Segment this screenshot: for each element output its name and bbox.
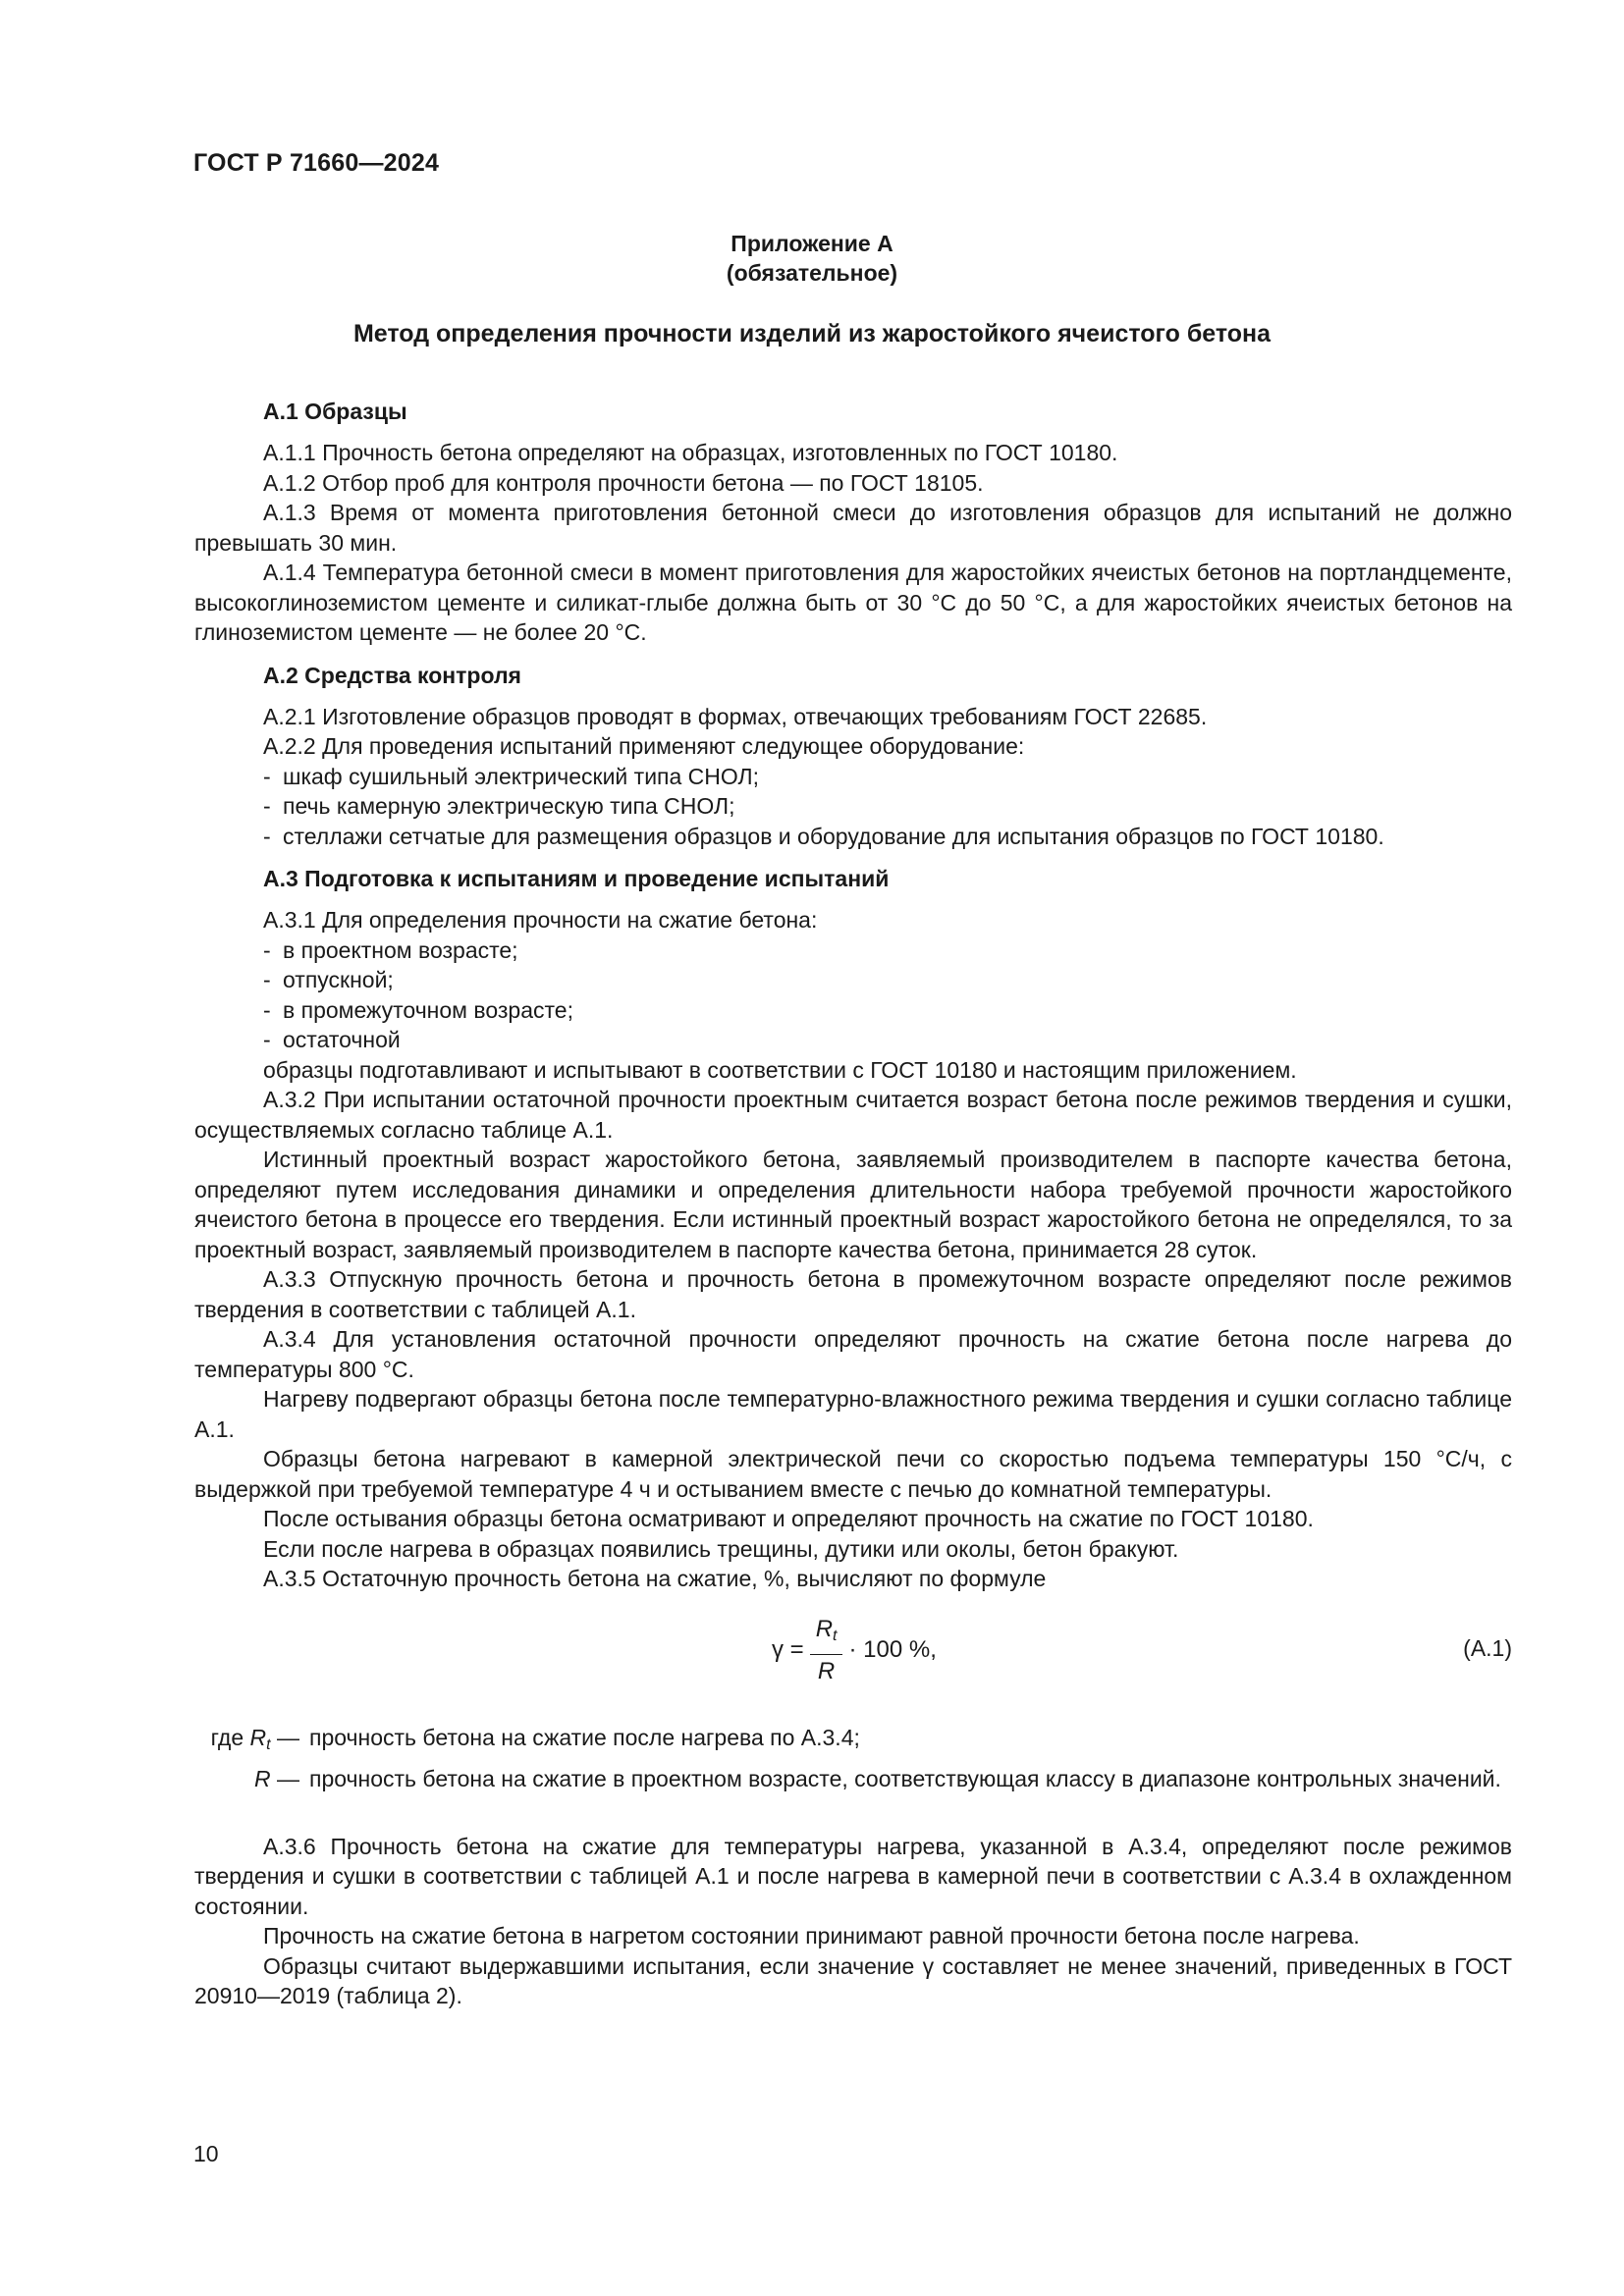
formula-lhs: γ =	[772, 1636, 804, 1664]
legend-definition-r: прочность бетона на сжатие в проектном возрасте, соответствующая классу в диапазоне контрольных значений.	[309, 1766, 1501, 1791]
list-item: - в промежуточном возрасте;	[263, 995, 1512, 1026]
paragraph: А.3.1 Для определения прочности на сжатие бетона:	[263, 907, 818, 933]
legend-symbol-rt: где $R_t$ —	[210, 1724, 299, 1753]
paragraph: А.2.2 Для проведения испытаний применяют следующее оборудование:	[263, 733, 1025, 759]
section-heading-a1: А.1 Образцы	[263, 399, 407, 424]
paragraph: А.3.3 Отпускную прочность бетона и прочность бетона в промежуточном возрасте определяют после режимов твердения в соответствии с таблицей А.1.	[194, 1266, 1512, 1322]
list-item: - отпускной;	[263, 965, 1512, 995]
standard-code: ГОСТ Р 71660—2024	[193, 149, 440, 177]
annex-title: Приложение А	[731, 231, 893, 256]
legend-symbol-r: R —	[253, 1766, 299, 1791]
page-number: 10	[193, 2141, 219, 2166]
paragraph: Образцы считают выдержавшими испытания, если значение γ составляет не менее значений, приведенных в ГОСТ 20910—2019 (таблица 2).	[194, 1952, 1512, 2008]
paragraph: Образцы бетона нагревают в камерной электрической печи со скоростью подъема температуры 150 °С/ч, с выдержкой при требуемой температуре 4 ч и остыванием вместе с печью до комнатной температуры.	[194, 1446, 1512, 1502]
formula-numerator: $R_t$	[810, 1615, 843, 1655]
section-heading-a2: А.2 Средства контроля	[263, 662, 521, 688]
paragraph: А.1.4 Температура бетонной смеси в момент приготовления для жаростойких ячеистых бетонов на портландцементе, высокоглиноземистом цементе и силикат-глыбе должна быть от 30 °С до 50 °С, а для жаростойких ячеистых бетонов на глиноземистом цементе — не более 20 °С.	[194, 560, 1512, 645]
paragraph: А.1.1 Прочность бетона определяют на образцах, изготовленных по ГОСТ 10180.	[263, 440, 1118, 465]
paragraph: А.3.2 При испытании остаточной прочности проектным считается возраст бетона после режимов твердения и сушки, осуществляемых согласно таблице А.1.	[194, 1087, 1512, 1143]
formula-number: (А.1)	[1463, 1634, 1512, 1661]
formula-legend	[194, 1723, 1512, 1794]
paragraph: После остывания образцы бетона осматривают и определяют прочность на сжатие по ГОСТ 10180.	[263, 1506, 1314, 1531]
annex-main-title: Метод определения прочности изделий из жаростойкого ячеистого бетона	[352, 320, 1272, 347]
list-item: - стеллажи сетчатые для размещения образцов и оборудование для испытания образцов по ГОСТ 10180.	[263, 822, 1512, 852]
strength-types-list	[194, 935, 1512, 1055]
paragraph: Если после нагрева в образцах появились трещины, дутики или околы, бетон бракуют.	[263, 1535, 1179, 1562]
paragraph: А.3.5 Остаточную прочность бетона на сжатие, %, вычисляют по формуле	[263, 1566, 1047, 1591]
list-item: - остаточной	[263, 1025, 1512, 1055]
section-heading-a3: А.3 Подготовка к испытаниям и проведение испытаний	[263, 866, 890, 891]
paragraph: Прочность на сжатие бетона в нагретом состоянии принимают равной прочности бетона после нагрева.	[263, 1923, 1360, 1949]
list-item: - печь камерную электрическую типа СНОЛ;	[263, 791, 1512, 822]
equipment-list	[194, 762, 1512, 852]
paragraph: А.3.6 Прочность бетона на сжатие для температуры нагрева, указанной в А.3.4, определяют после режимов твердения и сушки в соответствии с таблицей А.1 и после нагрева в камерной печи в соответствии с А.3.4 в охлажденном состоянии.	[194, 1833, 1512, 1919]
paragraph: А.3.4 Для установления остаточной прочности определяют прочность на сжатие бетона после нагрева до температуры 800 °С.	[194, 1326, 1512, 1382]
paragraph: Нагреву подвергают образцы бетона после температурно-влажностного режима твердения и сушки согласно таблице А.1.	[194, 1386, 1512, 1442]
document-body	[194, 397, 1512, 2011]
formula-fraction	[810, 1615, 843, 1686]
formula-denominator: R	[817, 1657, 836, 1684]
list-item: - в проектном возрасте;	[263, 935, 1512, 966]
paragraph: Истинный проектный возраст жаростойкого бетона, заявляемый производителем в паспорте качества бетона, определяют путем исследования динамики и определения длительности набора требуемой прочности жаростойкого ячеистого бетона в процессе его твердения. Если истинный проектный возраст жаростойкого бетона не определялся, то за проектный возраст, заявляемый производителем в паспорте качества бетона, принимается 28 суток.	[194, 1147, 1512, 1262]
paragraph: А.1.3 Время от момента приготовления бетонной смеси до изготовления образцов для испытаний не должно превышать 30 мин.	[194, 500, 1512, 556]
list-item: - шкаф сушильный электрический типа СНОЛ;	[263, 762, 1512, 792]
paragraph: образцы подготавливают и испытывают в соответствии с ГОСТ 10180 и настоящим приложением.	[263, 1056, 1297, 1083]
legend-definition-rt: прочность бетона на сжатие после нагрева по А.3.4;	[309, 1724, 860, 1750]
formula-tail: · 100 %,	[848, 1636, 937, 1664]
paragraph: А.2.1 Изготовление образцов проводят в формах, отвечающих требованиям ГОСТ 22685.	[263, 703, 1208, 729]
formula-a1	[194, 1606, 1512, 1709]
annex-kind: (обязательное)	[726, 260, 898, 286]
formula-expression	[772, 1606, 937, 1696]
paragraph: А.1.2 Отбор проб для контроля прочности бетона — по ГОСТ 18105.	[263, 469, 984, 496]
